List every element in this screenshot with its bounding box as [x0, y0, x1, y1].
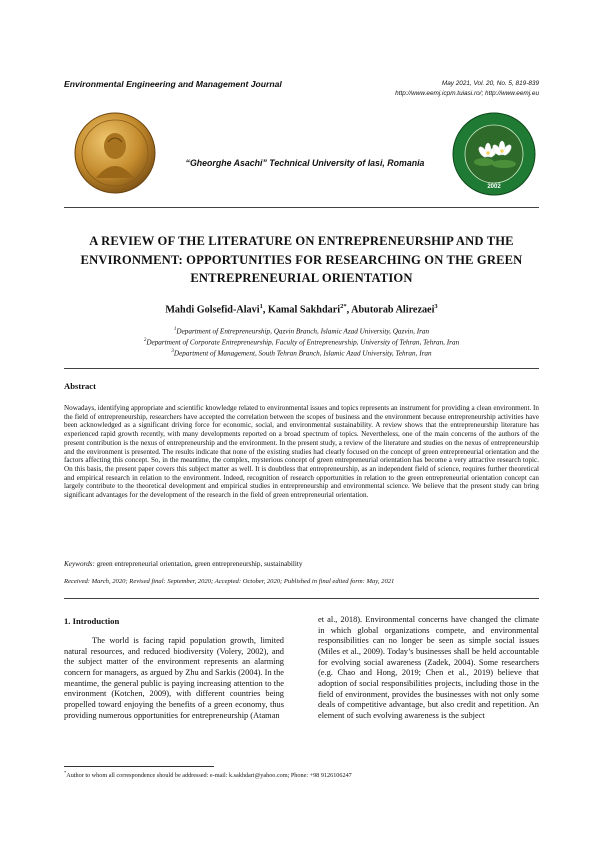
affiliations — [64, 326, 539, 358]
author-list: Mahdi Golsefid-Alavi$^1$, Kamal Sakhdari$^{2*}$, Abutorab Alirezaei$^3$ — [165, 303, 438, 316]
author-name: Abutorab Alirezaei — [351, 304, 435, 316]
header-rule — [64, 207, 539, 208]
paper-title: A REVIEW OF THE LITERATURE ON ENTREPRENEURSHIP AND THE ENVIRONMENT: OPPORTUNITIES FOR RESEARCHING ON THE GREEN ENTREPRENEURIAL ORIENTATION — [80, 234, 523, 286]
issue-info — [395, 79, 539, 99]
correspondence-footnote — [64, 770, 539, 779]
university-name: “Gheorghe Asachi” Technical University of Iasi, Romania — [185, 158, 425, 168]
affiliation-line — [64, 326, 539, 337]
author-affiliation-marker: 2* — [340, 303, 347, 310]
portrait-medal-icon — [74, 112, 156, 194]
introduction-heading: 1. Introduction — [64, 616, 120, 626]
footnote-text: Author to whom all correspondence should be addressed: e-mail: k.sakhdari@yahoo.com; Phone: +98 9126106247 — [66, 772, 352, 780]
water-lily-logo-icon — [452, 112, 536, 196]
intro-paragraph-1: The world is facing rapid population growth, limited natural resources, and reduced biodiversity (Volery, 2002), and the subject matter of the environment represents an alarming concern for managers, as argued by Zhu and Sarkis (2004). In the meantime, the general public is paying increasing attention to the environment (Kotchen, 2009), with different countries being propelled toward enjoying the benefits of a green economy, thus providing numerous opportunities for entrepreneurship (Ataman — [64, 636, 284, 720]
affiliation-line — [64, 337, 539, 348]
keywords-text: green entrepreneurial orientation, green entrepreneurship, sustainability — [96, 560, 303, 568]
affiliation-marker: 1 — [173, 327, 177, 332]
affiliation-line — [64, 348, 539, 359]
svg-text:2002: 2002 — [487, 184, 501, 190]
introduction-column-1 — [64, 636, 284, 721]
affiliation-text: Department of Entrepreneurship, Qazvin Branch, Islamic Azad University, Qazvin, Iran — [176, 327, 430, 336]
journal-urls: http://www.eemj.icpm.tuiasi.ro/; http://www.eemj.eu — [395, 89, 539, 97]
publication-dates: Received: March, 2020; Revised final: September, 2020; Accepted: October, 2020; Published in final edited form: May, 2021 — [64, 578, 395, 585]
affiliation-marker: 2 — [143, 337, 147, 343]
abstract-heading: Abstract — [64, 381, 96, 391]
abstract-text: Nowadays, identifying appropriate and scientific knowledge related to environmental issues and topics represents an instrument for providing a clean environment. In the field of entrepreneurship, researchers have accepted the correlation between the scopes of business and the environment because entrepreneurship activities have been acknowledged as a significant driving force for economic, social, and environmental sustainability. A review shows that the entrepreneurship literature has experienced rapid growth recently, with many developments reported on a broad spectrum of topics. Nevertheless, one of the main concerns of the authors of the present contribution is the nexus of entrepreneurship and the environment. In the present study, a review of the literature and studies on the nexus of entrepreneurship and the environment is presented. The results indicate that none of the existing studies had clearly focused on the concept of green entrepreneurial orientation and the factors affecting this concept. So, in the meantime, the complex, mysterious concept of green entrepreneurial orientation has become a very attractive research topic. On this basis, the present paper covers this subject matter as well. It is doubtless that entrepreneurship, as an independent field of science, requires further theoretical and empirical research in relation to the environment. Indeed, recognition of research opportunities in relation to the green entrepreneurial orientation concept can largely contribute to the theoretical development and empirical studies in entrepreneurship and environmental science. We believe that the present study can bring significant advantages for the development of the research in the field of green entrepreneurial orientation. — [64, 404, 539, 500]
footnote-rule — [64, 766, 214, 767]
affiliation-marker: 3 — [171, 348, 174, 354]
footnote-marker: * — [64, 770, 67, 775]
abstract-bottom-rule — [64, 598, 539, 599]
author-name: Mahdi Golsefid-Alavi — [165, 304, 260, 316]
introduction-column-2 — [318, 615, 539, 722]
journal-name: Environmental Engineering and Management Journal — [64, 79, 282, 89]
author-affiliation-marker: 1 — [259, 303, 263, 310]
abstract-top-rule — [64, 368, 539, 369]
affiliation-text: Department of Corporate Entrepreneurship, Faculty of Entrepreneurship, University of Tehran, Tehran, Iran — [146, 338, 460, 347]
issue-line: May 2021, Vol. 20, No. 5, 819-839 — [441, 80, 539, 87]
keywords-label: Keywords: — [64, 560, 95, 568]
affiliation-text: Department of Management, South Tehran Branch, Islamic Azad University, Tehran, Iran — [173, 349, 432, 358]
author-name: Kamal Sakhdari — [267, 304, 341, 316]
keywords — [64, 560, 539, 568]
intro-paragraph-2: et al., 2018). Environmental concerns have changed the climate in which global organizations compete, and environmental responsibilities can no longer be seen as simple social issues (Miles et al., 2009). Today’s businesses shall be held accountable for evolving social awareness (Zadek, 2004). Some researchers (e.g. Chao and Hong, 2019; Chen et al., 2019) believe that adoption of social responsibilities projects, including those in the field of environment, provides the businesses with not only some deals of competitive advantage, but also credit and repetition. An element of such evolving awareness is the subject — [318, 615, 539, 721]
author-affiliation-marker: 3 — [434, 303, 438, 310]
